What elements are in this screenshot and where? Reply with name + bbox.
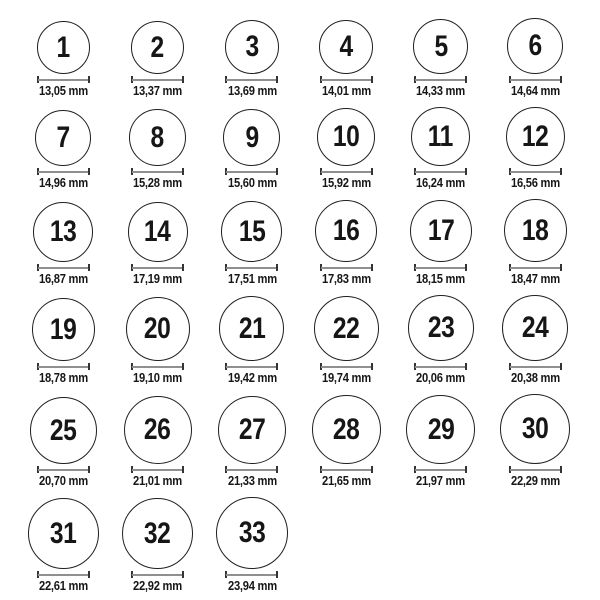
ring-size-cell <box>110 109 204 189</box>
chart-row <box>16 18 600 97</box>
ring-size-number: 20 <box>144 312 171 345</box>
ring-size-number: 18 <box>521 213 549 247</box>
ring-size-circle <box>406 395 475 464</box>
diameter-dimension-line <box>509 264 562 271</box>
diameter-label-text: 15,92 mm <box>321 175 371 190</box>
dimension-bar <box>226 366 277 368</box>
dimension-bar <box>132 267 183 269</box>
ring-size-cell <box>394 200 488 285</box>
dimension-bar <box>415 171 466 173</box>
diameter-label <box>224 272 281 285</box>
diameter-dimension-line <box>131 168 184 175</box>
chart-row <box>16 497 600 592</box>
ring-size-number: 31 <box>49 516 77 550</box>
dimension-bar <box>132 171 183 173</box>
dimension-tick-right-icon <box>182 571 184 578</box>
ring-size-cell <box>110 21 204 97</box>
ring-size-cell <box>16 298 110 384</box>
ring-size-circle <box>122 498 193 569</box>
diameter-label <box>507 272 564 285</box>
dimension-tick-right-icon <box>182 168 184 175</box>
diameter-dimension-line <box>131 571 184 578</box>
diameter-dimension-line <box>225 363 278 370</box>
ring-size-number: 16 <box>333 214 360 247</box>
diameter-label-text: 17,83 mm <box>321 271 371 286</box>
dimension-bar <box>321 267 372 269</box>
ring-size-cell <box>488 18 582 97</box>
ring-size-number: 6 <box>528 29 542 62</box>
diameter-dimension-line <box>320 76 373 83</box>
dimension-bar <box>132 79 183 81</box>
dimension-tick-right-icon <box>88 168 90 175</box>
diameter-label <box>318 176 375 189</box>
diameter-dimension-line <box>37 76 90 83</box>
ring-size-cell <box>488 199 582 285</box>
diameter-dimension-line <box>131 466 184 473</box>
diameter-label-text: 13,37 mm <box>133 83 183 98</box>
chart-row <box>16 295 600 384</box>
diameter-label-text: 22,61 mm <box>38 578 88 593</box>
ring-size-cell <box>394 295 488 384</box>
diameter-label-text: 20,38 mm <box>510 370 560 385</box>
dimension-tick-right-icon <box>560 466 562 473</box>
dimension-tick-right-icon <box>465 264 467 271</box>
diameter-label-text: 19,74 mm <box>321 370 371 385</box>
ring-size-circle <box>32 298 95 361</box>
diameter-dimension-line <box>320 168 373 175</box>
dimension-tick-right-icon <box>465 363 467 370</box>
dimension-tick-right-icon <box>465 466 467 473</box>
dimension-bar <box>38 267 89 269</box>
ring-size-cell <box>16 110 110 189</box>
ring-size-circle <box>218 396 286 464</box>
dimension-bar <box>38 171 89 173</box>
diameter-label <box>35 176 92 189</box>
dimension-bar <box>510 79 561 81</box>
ring-size-circle <box>319 20 373 74</box>
diameter-label-text: 14,96 mm <box>38 175 88 190</box>
dimension-tick-right-icon <box>276 571 278 578</box>
ring-size-cell <box>205 201 299 285</box>
diameter-label-text: 22,29 mm <box>510 473 560 488</box>
diameter-label-text: 15,60 mm <box>227 175 277 190</box>
diameter-label <box>507 176 564 189</box>
ring-size-cell <box>299 395 393 487</box>
ring-size-cell <box>394 19 488 97</box>
diameter-label <box>129 176 186 189</box>
ring-size-cell <box>394 107 488 189</box>
ring-size-number: 30 <box>521 412 549 445</box>
diameter-dimension-line <box>225 168 278 175</box>
dimension-bar <box>321 79 372 81</box>
dimension-bar <box>226 267 277 269</box>
diameter-label <box>412 272 469 285</box>
dimension-bar <box>510 171 561 173</box>
diameter-dimension-line <box>414 466 467 473</box>
ring-size-circle <box>504 199 567 262</box>
ring-size-number: 19 <box>49 312 77 346</box>
dimension-tick-right-icon <box>371 264 373 271</box>
diameter-label-text: 19,42 mm <box>227 370 277 385</box>
ring-size-number: 4 <box>339 30 353 63</box>
dimension-bar <box>415 469 466 471</box>
diameter-dimension-line <box>225 264 278 271</box>
ring-size-cell <box>16 202 110 285</box>
ring-size-cell <box>488 107 582 189</box>
diameter-label <box>129 84 186 97</box>
dimension-tick-right-icon <box>371 363 373 370</box>
diameter-dimension-line <box>414 264 467 271</box>
ring-size-cell <box>394 395 488 487</box>
ring-size-number: 24 <box>521 311 549 344</box>
diameter-label-text: 16,24 mm <box>416 175 466 190</box>
diameter-label-text: 18,78 mm <box>38 370 88 385</box>
ring-size-circle <box>506 107 565 166</box>
ring-size-number: 7 <box>56 121 70 154</box>
ring-size-circle <box>124 396 192 464</box>
dimension-bar <box>38 469 89 471</box>
diameter-label <box>35 474 92 487</box>
diameter-label <box>224 84 281 97</box>
dimension-bar <box>321 469 372 471</box>
dimension-bar <box>38 366 89 368</box>
ring-size-number: 2 <box>150 30 165 64</box>
ring-size-cell <box>205 20 299 97</box>
dimension-tick-right-icon <box>560 76 562 83</box>
ring-size-cell <box>110 396 204 487</box>
ring-size-number: 28 <box>333 412 360 446</box>
diameter-label-text: 14,01 mm <box>321 83 371 98</box>
dimension-bar <box>415 79 466 81</box>
diameter-dimension-line <box>37 168 90 175</box>
diameter-label-text: 17,19 mm <box>133 271 183 286</box>
diameter-label <box>318 84 375 97</box>
ring-size-circle <box>223 109 280 166</box>
diameter-dimension-line <box>320 264 373 271</box>
ring-size-number: 33 <box>238 516 266 549</box>
diameter-label <box>224 371 281 384</box>
dimension-tick-right-icon <box>88 363 90 370</box>
dimension-bar <box>510 267 561 269</box>
ring-size-circle <box>30 397 97 464</box>
ring-size-cell <box>299 108 393 189</box>
diameter-label <box>412 474 469 487</box>
ring-size-circle <box>126 297 190 361</box>
dimension-bar <box>132 469 183 471</box>
diameter-dimension-line <box>509 466 562 473</box>
diameter-label-text: 14,33 mm <box>416 83 466 98</box>
diameter-label <box>224 579 281 592</box>
dimension-tick-right-icon <box>88 264 90 271</box>
dimension-bar <box>226 171 277 173</box>
diameter-label-text: 14,64 mm <box>510 83 560 98</box>
diameter-label <box>224 474 281 487</box>
ring-size-cell <box>299 200 393 285</box>
ring-size-cell <box>16 397 110 487</box>
diameter-label-text: 15,28 mm <box>133 175 183 190</box>
diameter-label <box>35 371 92 384</box>
diameter-label-text: 13,69 mm <box>227 83 277 98</box>
ring-size-circle <box>219 296 284 361</box>
dimension-bar <box>510 469 561 471</box>
dimension-tick-right-icon <box>276 466 278 473</box>
dimension-bar <box>132 574 183 576</box>
diameter-dimension-line <box>37 264 90 271</box>
ring-size-number: 10 <box>333 120 360 153</box>
diameter-label-text: 20,06 mm <box>416 370 466 385</box>
ring-size-circle <box>216 497 288 569</box>
diameter-label <box>412 176 469 189</box>
diameter-label-text: 13,05 mm <box>38 83 88 98</box>
ring-size-circle <box>35 110 91 166</box>
diameter-dimension-line <box>225 76 278 83</box>
diameter-dimension-line <box>509 76 562 83</box>
ring-size-number: 13 <box>49 215 77 248</box>
diameter-dimension-line <box>414 363 467 370</box>
ring-size-circle <box>129 109 186 166</box>
dimension-tick-right-icon <box>276 168 278 175</box>
diameter-label <box>129 371 186 384</box>
diameter-label-text: 19,10 mm <box>133 370 183 385</box>
dimension-bar <box>321 366 372 368</box>
dimension-bar <box>226 469 277 471</box>
ring-size-cell <box>299 20 393 97</box>
ring-size-circle <box>317 108 375 166</box>
diameter-label <box>318 371 375 384</box>
diameter-dimension-line <box>414 76 467 83</box>
ring-size-cell <box>205 497 299 592</box>
diameter-label-text: 21,33 mm <box>227 473 277 488</box>
dimension-tick-right-icon <box>371 168 373 175</box>
ring-size-cell <box>110 202 204 285</box>
ring-size-number: 26 <box>144 413 171 446</box>
dimension-tick-right-icon <box>371 76 373 83</box>
diameter-label <box>224 176 281 189</box>
diameter-label <box>412 371 469 384</box>
ring-size-circle <box>410 200 472 262</box>
ring-size-circle <box>33 202 93 262</box>
diameter-dimension-line <box>37 466 90 473</box>
dimension-tick-right-icon <box>560 363 562 370</box>
diameter-dimension-line <box>509 168 562 175</box>
ring-size-circle <box>408 295 474 361</box>
ring-size-circle <box>28 498 99 569</box>
diameter-label-text: 21,01 mm <box>133 473 183 488</box>
dimension-tick-right-icon <box>88 466 90 473</box>
diameter-label <box>507 474 564 487</box>
chart-row <box>16 199 600 285</box>
dimension-bar <box>415 267 466 269</box>
diameter-label <box>318 272 375 285</box>
dimension-tick-right-icon <box>276 264 278 271</box>
diameter-label-text: 17,51 mm <box>227 271 277 286</box>
dimension-tick-right-icon <box>276 363 278 370</box>
diameter-label-text: 20,70 mm <box>38 473 88 488</box>
dimension-tick-right-icon <box>182 264 184 271</box>
diameter-label <box>412 84 469 97</box>
diameter-label-text: 18,47 mm <box>510 271 560 286</box>
dimension-tick-right-icon <box>182 363 184 370</box>
diameter-dimension-line <box>131 363 184 370</box>
dimension-bar <box>38 79 89 81</box>
ring-size-cell <box>205 396 299 487</box>
ring-size-number: 21 <box>238 311 266 345</box>
ring-size-number: 15 <box>238 214 266 248</box>
diameter-dimension-line <box>131 76 184 83</box>
diameter-label <box>35 84 92 97</box>
ring-size-number: 23 <box>427 311 455 344</box>
ring-size-number: 25 <box>49 413 77 447</box>
diameter-dimension-line <box>37 571 90 578</box>
diameter-label-text: 23,94 mm <box>227 578 277 593</box>
diameter-dimension-line <box>414 168 467 175</box>
diameter-label-text: 21,65 mm <box>321 473 371 488</box>
ring-size-number: 8 <box>150 120 165 154</box>
ring-size-circle <box>507 18 563 74</box>
dimension-bar <box>226 574 277 576</box>
diameter-dimension-line <box>37 363 90 370</box>
chart-row <box>16 394 600 487</box>
diameter-label <box>129 579 186 592</box>
ring-size-circle <box>315 200 377 262</box>
ring-size-number: 17 <box>427 214 455 247</box>
diameter-dimension-line <box>225 466 278 473</box>
dimension-tick-right-icon <box>465 168 467 175</box>
diameter-dimension-line <box>320 466 373 473</box>
ring-size-circle <box>314 296 379 361</box>
ring-size-number: 32 <box>144 516 171 550</box>
dimension-bar <box>321 171 372 173</box>
diameter-label <box>35 272 92 285</box>
dimension-tick-right-icon <box>88 76 90 83</box>
dimension-tick-right-icon <box>560 264 562 271</box>
dimension-bar <box>415 366 466 368</box>
diameter-label <box>507 371 564 384</box>
diameter-label-text: 21,97 mm <box>416 473 466 488</box>
dimension-tick-right-icon <box>371 466 373 473</box>
ring-size-circle <box>413 19 468 74</box>
dimension-tick-right-icon <box>276 76 278 83</box>
ring-size-number: 12 <box>521 119 549 153</box>
ring-size-number: 11 <box>428 119 454 153</box>
diameter-label <box>318 474 375 487</box>
diameter-label <box>129 474 186 487</box>
diameter-dimension-line <box>225 571 278 578</box>
diameter-label-text: 16,87 mm <box>38 271 88 286</box>
dimension-bar <box>38 574 89 576</box>
ring-size-circle <box>131 21 184 74</box>
ring-size-number: 9 <box>245 120 259 154</box>
ring-size-circle <box>37 21 90 74</box>
ring-size-cell <box>110 498 204 592</box>
diameter-dimension-line <box>320 363 373 370</box>
dimension-tick-right-icon <box>560 168 562 175</box>
ring-size-circle <box>225 20 279 74</box>
ring-size-circle <box>128 202 188 262</box>
ring-size-circle <box>221 201 282 262</box>
ring-size-cell <box>16 498 110 592</box>
ring-size-cell <box>205 296 299 384</box>
chart-row <box>16 107 600 189</box>
ring-size-number: 1 <box>56 30 70 64</box>
ring-size-cell <box>205 109 299 189</box>
diameter-label <box>129 272 186 285</box>
diameter-label-text: 16,56 mm <box>510 175 560 190</box>
ring-size-cell <box>488 295 582 384</box>
diameter-label <box>507 84 564 97</box>
diameter-label-text: 18,15 mm <box>416 271 466 286</box>
dimension-bar <box>132 366 183 368</box>
ring-size-circle <box>502 295 568 361</box>
ring-size-circle <box>312 395 381 464</box>
ring-size-number: 29 <box>427 412 455 446</box>
diameter-label <box>35 579 92 592</box>
ring-size-cell <box>488 394 582 487</box>
diameter-dimension-line <box>131 264 184 271</box>
dimension-bar <box>510 366 561 368</box>
diameter-label-text: 22,92 mm <box>133 578 183 593</box>
dimension-bar <box>226 79 277 81</box>
ring-size-number: 5 <box>434 29 448 63</box>
ring-size-number: 22 <box>333 311 360 345</box>
diameter-dimension-line <box>509 363 562 370</box>
dimension-tick-right-icon <box>182 466 184 473</box>
ring-size-number: 27 <box>238 413 266 446</box>
dimension-tick-right-icon <box>182 76 184 83</box>
ring-size-number: 14 <box>144 215 171 248</box>
ring-size-number: 3 <box>245 30 259 63</box>
ring-size-circle <box>411 107 470 166</box>
dimension-tick-right-icon <box>88 571 90 578</box>
ring-size-cell <box>110 297 204 384</box>
dimension-tick-right-icon <box>465 76 467 83</box>
ring-size-cell <box>299 296 393 384</box>
ring-size-cell <box>16 21 110 97</box>
ring-size-circle <box>500 394 570 464</box>
